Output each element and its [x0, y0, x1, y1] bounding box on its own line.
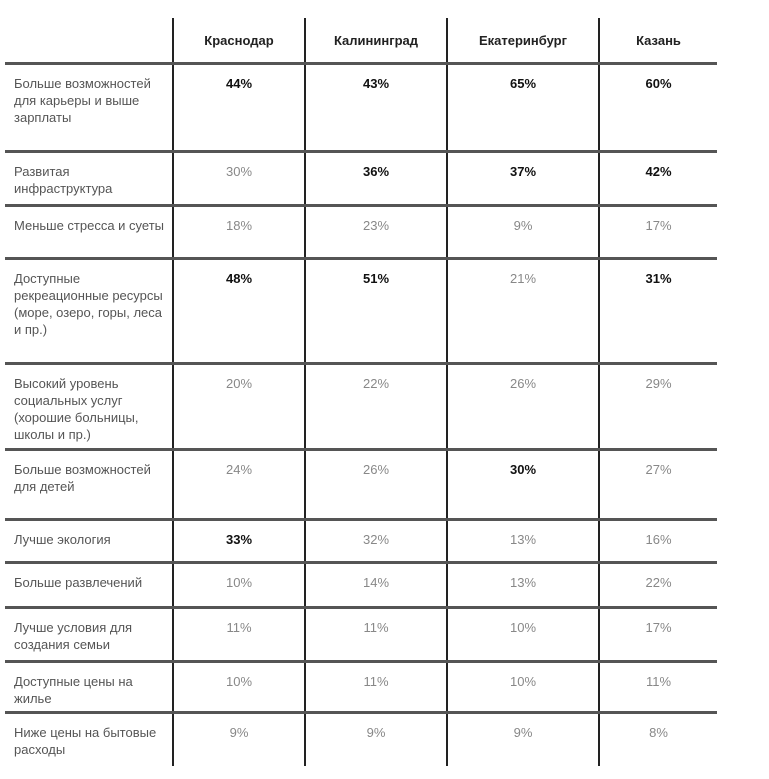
row-label: Лучше условия для создания семьи — [5, 608, 173, 662]
value-cell: 11% — [305, 662, 447, 713]
value-cell: 10% — [173, 662, 305, 713]
value-cell: 9% — [447, 713, 599, 766]
row-label: Меньше стресса и суеты — [5, 206, 173, 259]
value-cell: 9% — [305, 713, 447, 766]
value-cell: 16% — [599, 520, 717, 563]
comparison-table — [5, 18, 717, 766]
value-cell: 48% — [173, 259, 305, 364]
value-cell: 22% — [599, 563, 717, 608]
value-cell: 22% — [305, 364, 447, 450]
table-row — [5, 608, 717, 662]
table-row — [5, 520, 717, 563]
column-header: Казань — [599, 18, 717, 64]
value-cell: 33% — [173, 520, 305, 563]
row-label: Высокий уровень социальных услуг (хорошие больницы, школы и пр.) — [5, 364, 173, 450]
value-cell: 10% — [447, 662, 599, 713]
value-cell: 10% — [173, 563, 305, 608]
column-header: Краснодар — [173, 18, 305, 64]
value-cell: 17% — [599, 206, 717, 259]
table-row — [5, 259, 717, 364]
value-cell: 42% — [599, 152, 717, 206]
value-cell: 9% — [447, 206, 599, 259]
row-label: Ниже цены на бытовые расходы — [14, 725, 157, 757]
value-cell: 24% — [173, 450, 305, 520]
table-row — [5, 64, 717, 152]
table-row — [5, 206, 717, 259]
header-empty — [5, 18, 173, 64]
header-row — [5, 18, 717, 64]
row-label: Развитая инфраструктура — [5, 152, 173, 206]
value-cell: 30% — [173, 152, 305, 206]
value-cell: 18% — [173, 206, 305, 259]
table-row — [5, 152, 717, 206]
row-label: Лучше экология — [5, 520, 173, 563]
value-cell: 21% — [447, 259, 599, 364]
value-cell: 23% — [305, 206, 447, 259]
value-cell: 36% — [305, 152, 447, 206]
value-cell: 11% — [599, 662, 717, 713]
value-cell: 9% — [173, 713, 305, 766]
table-row — [5, 713, 717, 766]
value-cell: 11% — [305, 608, 447, 662]
row-label: Больше возможностей для детей — [5, 450, 173, 520]
value-cell: 44% — [173, 64, 305, 152]
value-cell: 27% — [599, 450, 717, 520]
table-row — [5, 364, 717, 450]
table-row — [5, 563, 717, 608]
value-cell: 17% — [599, 608, 717, 662]
value-cell: 51% — [305, 259, 447, 364]
value-cell: 37% — [447, 152, 599, 206]
value-cell: 11% — [173, 608, 305, 662]
value-cell: 43% — [305, 64, 447, 152]
value-cell: 30% — [447, 450, 599, 520]
value-cell: 60% — [599, 64, 717, 152]
row-label: Доступные цены на жилье — [5, 662, 173, 713]
column-header: Екатеринбург — [447, 18, 599, 64]
value-cell: 29% — [599, 364, 717, 450]
column-header: Калининград — [305, 18, 447, 64]
value-cell: 8% — [599, 713, 717, 766]
value-cell: 32% — [305, 520, 447, 563]
value-cell: 14% — [305, 563, 447, 608]
value-cell: 31% — [599, 259, 717, 364]
value-cell: 20% — [173, 364, 305, 450]
value-cell: 26% — [447, 364, 599, 450]
table-row — [5, 662, 717, 713]
value-cell: 13% — [447, 563, 599, 608]
row-label: Доступные рекреационные ресурсы (море, озеро, горы, леса и пр.) — [5, 259, 173, 364]
value-cell: 13% — [447, 520, 599, 563]
value-cell: 10% — [447, 608, 599, 662]
table-row — [5, 450, 717, 520]
value-cell: 26% — [305, 450, 447, 520]
row-label: Больше развлечений — [5, 563, 173, 608]
row-label: Больше возможностей для карьеры и выше зарплаты — [5, 64, 173, 152]
value-cell: 65% — [447, 64, 599, 152]
